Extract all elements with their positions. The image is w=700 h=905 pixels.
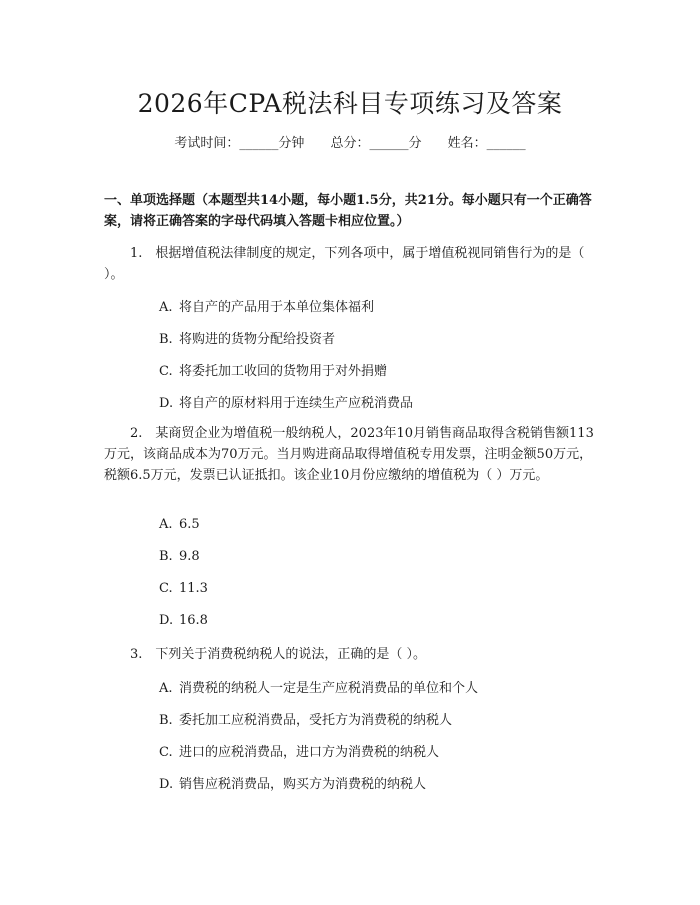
option-text: 销售应税消费品，购买方为消费税的纳税人 bbox=[179, 777, 427, 792]
exam-meta bbox=[0, 132, 700, 151]
option-text: 进口的应税消费品，进口方为消费税的纳税人 bbox=[179, 745, 440, 760]
question-2-option-d bbox=[159, 613, 208, 628]
option-text: 11.3 bbox=[179, 581, 208, 596]
page-title: 2026年CPA税法科目专项练习及答案 bbox=[137, 89, 563, 118]
option-letter: D. bbox=[159, 613, 174, 628]
question-3-option-c bbox=[159, 741, 439, 760]
question-3-option-d bbox=[159, 773, 426, 792]
exam-time: 考试时间：______分钟 bbox=[174, 136, 305, 151]
option-letter: C. bbox=[159, 364, 173, 379]
option-letter: B. bbox=[159, 332, 173, 347]
option-letter: C. bbox=[159, 745, 173, 760]
question-2-option-a bbox=[159, 517, 200, 532]
option-text: 将购进的货物分配给投资者 bbox=[179, 332, 336, 347]
option-letter: A. bbox=[159, 681, 173, 696]
option-letter: A. bbox=[159, 517, 173, 532]
option-text: 委托加工应税消费品，受托方为消费税的纳税人 bbox=[179, 713, 453, 728]
question-1-text: 1. 根据增值税法律制度的规定，下列各项中，属于增值税视同销售行为的是（ ）。 bbox=[104, 246, 585, 282]
option-letter: D. bbox=[159, 777, 174, 792]
option-text: 将委托加工收回的货物用于对外捐赠 bbox=[179, 364, 388, 379]
question-2-option-b bbox=[159, 549, 200, 564]
question-1-option-d bbox=[159, 392, 413, 411]
question-2-text: 2. 某商贸企业为增值税一般纳税人，2023年10月销售商品取得含税销售额113万元，该商品成本为70万元。当月购进商品取得增值税专用发票，注明金额50万元，税额6.5万元，发票已认证抵扣。该企业10月份应缴纳的增值税为（ ）万元。 bbox=[104, 426, 594, 483]
section-heading: 一、单项选择题（本题型共14小题，每小题1.5分，共21分。每小题只有一个正确答案，请将正确答案的字母代码填入答题卡相应位置。） bbox=[104, 193, 592, 229]
question-3-option-a bbox=[159, 677, 478, 696]
question-3-text: 3. 下列关于消费税纳税人的说法，正确的是（ ）。 bbox=[130, 647, 427, 662]
option-text: 将自产的产品用于本单位集体福利 bbox=[179, 300, 375, 315]
option-letter: A. bbox=[159, 300, 173, 315]
question-1-option-c bbox=[159, 360, 387, 379]
question-1-option-b bbox=[159, 328, 335, 347]
option-letter: B. bbox=[159, 713, 173, 728]
student-name: 姓名：______ bbox=[447, 136, 526, 151]
option-text: 6.5 bbox=[179, 517, 200, 532]
option-text: 16.8 bbox=[179, 613, 208, 628]
option-text: 消费税的纳税人一定是生产应税消费品的单位和个人 bbox=[179, 681, 479, 696]
option-letter: D. bbox=[159, 396, 174, 411]
option-text: 将自产的原材料用于连续生产应税消费品 bbox=[179, 396, 414, 411]
option-letter: B. bbox=[159, 549, 173, 564]
option-text: 9.8 bbox=[179, 549, 200, 564]
total-score: 总分：______分 bbox=[330, 136, 422, 151]
option-letter: C. bbox=[159, 581, 173, 596]
question-2-option-c bbox=[159, 581, 208, 596]
question-3-option-b bbox=[159, 709, 452, 728]
question-1-option-a bbox=[159, 296, 374, 315]
